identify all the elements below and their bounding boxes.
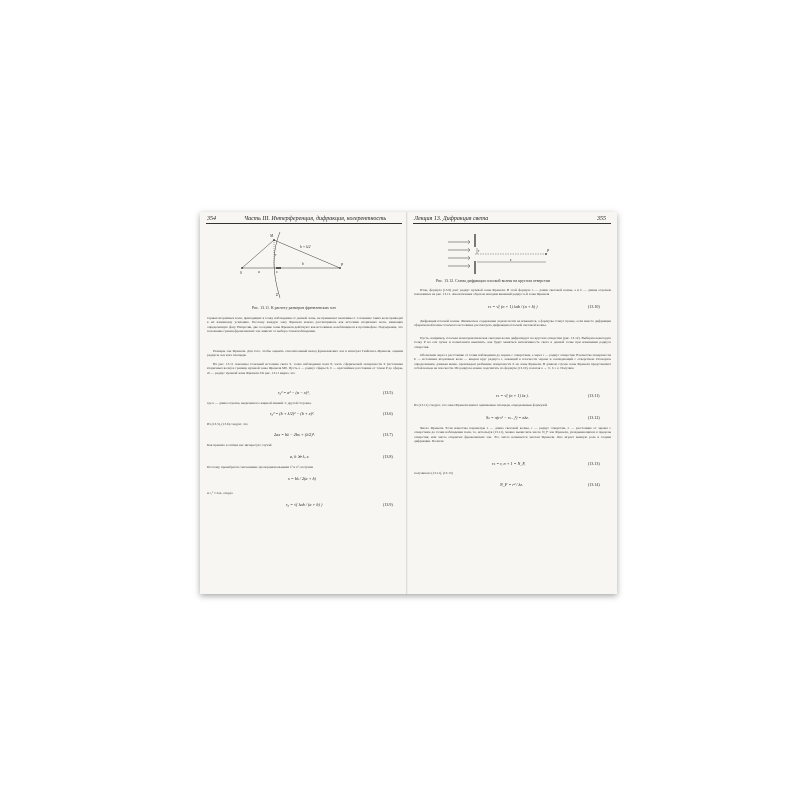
radius-a [242, 240, 274, 268]
equation-13-13: rₙ = r, n + 1 = N_F, [492, 461, 526, 466]
label-b: b [302, 262, 304, 266]
equation-13-10: rₙ = √( (n + 1) λab / (a + b) ) [488, 304, 538, 309]
equation-number: (13.13) [588, 461, 600, 466]
figure-caption-left: Рис. 13.11. К расчету размеров френелевских зон [252, 305, 336, 310]
point-P [545, 253, 547, 255]
left-page [200, 212, 408, 594]
paragraph: Из (13.5), (13.6) следует, что [207, 422, 248, 426]
paragraph: Как правило в оптике нас интересует случай [207, 443, 272, 447]
figure-13-12 [448, 234, 558, 274]
label-sigma: Σ [276, 293, 279, 297]
paragraph: Пусть, например, плоская монохроматическая световая волна дифрагирует на круглом отверстии (рис. 13.12). Выберем некоторую точку P на оси пучка и попытаемся выяснить, как будет меняться интенсивность света в данной точке при изменении радиуса отверстия. [414, 336, 611, 349]
label-r: r [275, 253, 277, 257]
equation-13-9: r₀ = √( λab / (a + b) ) [286, 502, 323, 507]
label-M: M [270, 234, 273, 238]
point-P [339, 267, 341, 269]
equation-13-11: rₙ = √( (n + 1) λz ). [496, 393, 529, 398]
header-rule-right [413, 223, 611, 224]
equation-13-14: N_F = r² / λz. [500, 482, 523, 487]
figure-caption-right: Рис. 13.12. Схема дифракции плоской волны на круглом отверстии [436, 278, 551, 283]
label-x: x [276, 270, 278, 274]
equation-number: (13.5) [383, 390, 393, 395]
paragraph: Число Френеля. Если известны параметры λ — длина световой волны, r — радиус отверстия, z — расстояние от экрана с отверстием до точки наблюдения поля, то, используя (13.11), можно вычислить число N_F зон Френеля, укладывающихся в пределы отверстия, или число открытых френелевских зон. Это число называется числом Френеля. Оно играет важную роль в теории дифракции. Полагая [414, 426, 611, 444]
equation-13-7: 2ax = bλ − 2bx + (λ/2)². [274, 432, 315, 437]
paragraph: и r₀² ≈ 2ax, откуда [207, 491, 233, 495]
equation-13-6: r₀² = (b + λ/2)² − (b + x)². [270, 411, 315, 416]
label-S: S [240, 271, 242, 275]
running-head-right: Лекция 13. Дифракция света [414, 216, 489, 222]
equation-number: (13.12) [588, 415, 600, 420]
equation-number: (13.6) [383, 411, 393, 416]
figure-13-11 [240, 230, 360, 300]
equation-13-12: Sₙ = π(rₙ² − rₙ₋₁²) = πλz. [486, 415, 529, 420]
paragraph: тарных вторичных волн, приходящих в точку наблюдения от данной зоны, не превышает величины π. Сложение таких волн приводит к их взаимному усилению. Поэтому каждую зону Френеля можно рассматривать как источник вторичных волн, имеющих определенную фазу. Напротив, две соседние зоны Френеля действуют как источники, колеблющиеся в противофазе. Подчеркнем, что положение границ френелевских зон зависит от выбора точки наблюдения. [207, 316, 403, 334]
equation-number: (13.10) [588, 304, 600, 309]
equation-number: (13.11) [588, 393, 600, 398]
open-book [200, 212, 617, 594]
label-P: P [341, 263, 344, 267]
right-page [408, 212, 617, 594]
page-number-right: 355 [597, 216, 606, 222]
paragraph: Дифракция плоской волны. Физическое содержание задачи почти не изменится, а формулы станут проще, если вместо дифракции сферической волны точечного источника рассмотреть дифракцию плоской световой волны. [414, 319, 611, 328]
equation-number: (13.8) [383, 454, 393, 459]
page-number-left: 354 [207, 216, 216, 222]
equation-number: (13.7) [383, 432, 393, 437]
equation-x: x = bλ / 2(a + b) [288, 476, 316, 481]
paragraph: Размеры зон Френеля. Для того, чтобы оценить относительный вклад френелевских зон в интеграл Гюйгенса–Френеля, оценим радиусы зон и их площади. [207, 349, 403, 358]
equation-13-8: a, b ≫ λ, x. [290, 454, 310, 459]
header-rule-left [206, 223, 402, 224]
label-b-half: b + λ/2 [300, 245, 311, 249]
label-z: z [510, 258, 512, 262]
paragraph: Итак, формула (13.9) дает радиус нулевой зоны Френеля. В этой формуле λ — длина световой волны, a и b — длины отрезков показанных на рис. 13.11. Аналогичным образом находим внешний радиус n-й зоны Френеля [414, 288, 611, 297]
paragraph: получим из (13.11), (13.13) [414, 471, 453, 475]
paragraph: Поэтому, пренебрегая слагаемыми, пропорциональными λ² и x², получим [207, 465, 313, 469]
paragraph: На рис. 13.11 показаны точечный источник света S, точка наблюдения поля P, часть сферической поверхности Σ (источника вторичных волн) и граница нулевой зоны Френеля M0. Пусть a — радиус сферы Σ, b — кратчайшее расстояние от точки P до сферы, r0 — радиус нулевой зоны Френеля. Из рис. 13.11 видно, что [207, 362, 403, 375]
label-r: r [478, 249, 480, 253]
paragraph: Обозначим через z расстояние от точки наблюдения до экрана с отверстием, а через r — радиус отверстия. В качестве поверхности Σ — источника вторичных волн — введем круг радиуса r, лежащий в плоскости экрана и совпадающий с отверстием. Пользуясь определением, данным выше, произведем разбиение поверхности Σ на зоны Френеля. В данном случае зоны Френеля представляют собой кольца на плоскости. Их радиусы можно подсчитать по формуле (13.10), полагая a → ∞, b = z. Получим [414, 353, 611, 371]
paragraph: где x — длина отрезка, выделенного жирной линией. С другой стороны, [207, 401, 312, 405]
running-head-left: Часть III. Интерференция, дифракция, когерентность [244, 216, 387, 222]
equation-13-5: r₀² = a² − (a − x)², [278, 390, 310, 395]
equation-number: (13.14) [588, 482, 600, 487]
point-M [273, 239, 275, 241]
label-a: a [258, 270, 260, 274]
label-P: P [547, 249, 550, 253]
paragraph: Из (13.11) следует, что зоны Френеля имеют одинаковые площади, определяемые формулой [414, 403, 548, 407]
equation-number: (13.9) [383, 502, 393, 507]
point-S [241, 267, 243, 269]
